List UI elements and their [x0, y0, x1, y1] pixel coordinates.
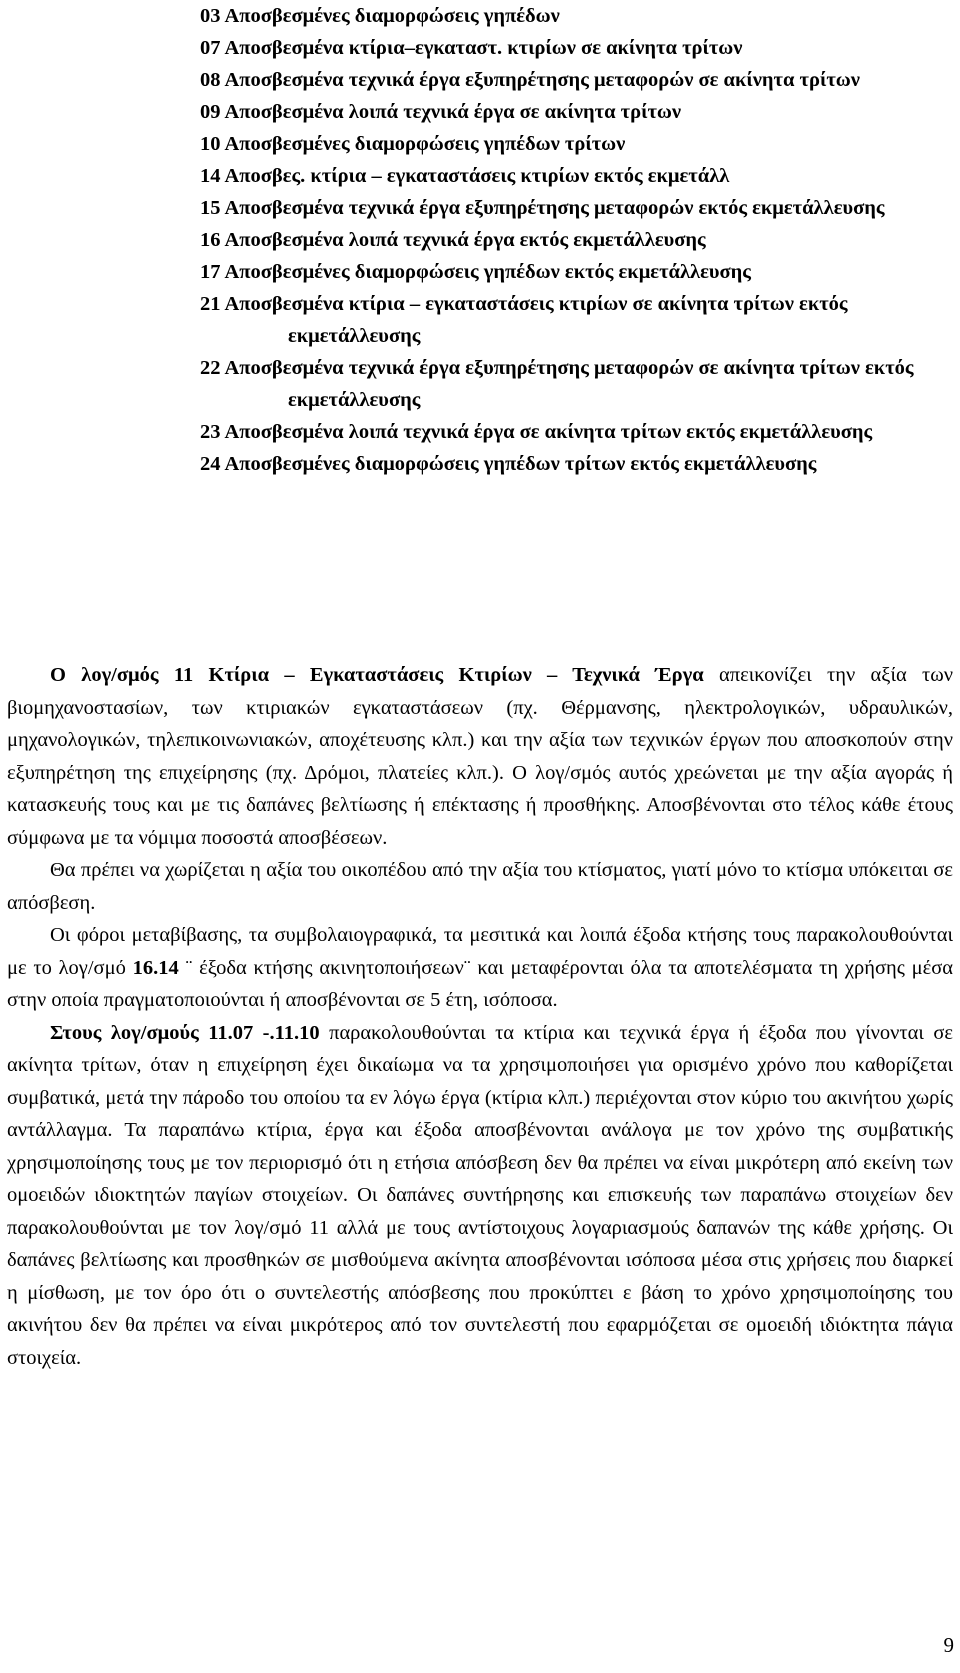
list-item: 24 Αποσβεσμένες διαμορφώσεις γηπέδων τρίτων εκτός εκμετάλλευσης: [200, 453, 817, 475]
paragraph-third-party-property: [7, 1017, 953, 1375]
paragraph-text: ¨ έξοδα κτήσης ακινητοποιήσεων¨ και μεταφέρονται όλα τα αποτελέσματα τη χρήσης μέσα στην οποία πραγματοποιούνται ή αποσβένονται σε 5 έτη, ισόποσα.: [7, 956, 953, 1011]
account-code: 16.14: [132, 956, 179, 979]
list-item: 10 Αποσβεσμένες διαμορφώσεις γηπέδων τρίτων: [200, 133, 626, 155]
paragraph-heading: Ο λογ/σμός 11 Κτίρια – Εγκαταστάσεις Κτιρίων – Τεχνικά Έργα: [50, 664, 704, 686]
list-item: 22 Αποσβεσμένα τεχνικά έργα εξυπηρέτησης μεταφορών σε ακίνητα τρίτων εκτός εκμετάλλευσης: [200, 357, 914, 411]
list-item: 03 Αποσβεσμένες διαμορφώσεις γηπέδων: [200, 5, 560, 27]
account-list: [200, 0, 940, 480]
list-item: 16 Αποσβεσμένα λοιπά τεχνικά έργα εκτός εκμετάλλευσης: [200, 229, 706, 251]
paragraph-text: απεικονίζει την αξία των βιομηχανοστασίων, των κτιριακών εγκαταστάσεων (πχ. Θέρμανσης, ηλεκτρολογικών, υδραυλικών, μηχανολογικών, τηλεπικοινωνιακών, αποχέτευσης κλπ.) και την αξία των τεχνικών έργων που αποσκοπούν στην εξυπηρέτηση της επιχείρησης (πχ. Δρόμοι, πλατείες κλπ.). Ο λογ/σμός αυτός χρεώνεται με την αξία αγοράς ή κατασκευής τους και με τις δαπάνες βελτίωσης ή επέκτασης ή προσθήκης. Αποσβένονται στο τέλος κάθε έτους σύμφωνα με τα νόμιμα ποσοστά αποσβέσεων.: [7, 664, 953, 849]
list-item: 08 Αποσβεσμένα τεχνικά έργα εξυπηρέτησης μεταφορών σε ακίνητα τρίτων: [200, 69, 860, 91]
paragraph-transfer-taxes: [7, 919, 953, 1017]
paragraph-heading: Στους λογ/σμούς 11.07 -.11.10: [50, 1021, 320, 1044]
list-item: 23 Αποσβεσμένα λοιπά τεχνικά έργα σε ακίνητα τρίτων εκτός εκμετάλλευσης: [200, 421, 873, 443]
list-item: 15 Αποσβεσμένα τεχνικά έργα εξυπηρέτησης μεταφορών εκτός εκμετάλλευσης: [200, 197, 885, 219]
list-item: 14 Αποσβες. κτίρια – εγκαταστάσεις κτιρίων εκτός εκμετάλλ: [200, 165, 730, 187]
paragraph-land-value: Θα πρέπει να χωρίζεται η αξία του οικοπέδου από την αξία του κτίσματος, γιατί μόνο το κτίσμα υπόκειται σε απόσβεση.: [7, 859, 953, 914]
page-number: 9: [943, 1633, 954, 1657]
list-item: 17 Αποσβεσμένες διαμορφώσεις γηπέδων εκτός εκμετάλλευσης: [200, 261, 751, 283]
list-item: 21 Αποσβεσμένα κτίρια – εγκαταστάσεις κτιρίων σε ακίνητα τρίτων εκτός εκμετάλλευσης: [200, 293, 848, 347]
paragraph-text: Οι φόροι μεταβίβασης, τα συμβολαιογραφικά, τα μεσιτικά και λοιπά έξοδα κτήσης τους παρακολουθούνται με το λογ/σμό: [7, 924, 953, 979]
list-item: 07 Αποσβεσμένα κτίρια–εγκαταστ. κτιρίων σε ακίνητα τρίτων: [200, 37, 743, 59]
body-text: [7, 659, 953, 1374]
paragraph-text: παρακολουθούνται τα κτίρια και τεχνικά έργα ή έξοδα που γίνονται σε ακίνητα τρίτων, όταν η επιχείρηση έχει δικαίωμα να τα χρησιμοποιήσει για ορισμένο χρόνο που καθορίζεται συμβατικά, μετά την πάροδο του οποίου τα εν λόγω έργα (κτίρια κλπ.) περιέχονται στον κύριο του ακινήτου χωρίς αντάλλαγμα. Τα παραπάνω κτίρια, έργα και έξοδα αποσβένονται ανάλογα με τον χρόνο της συμβατικής χρησιμοποίησης τους με τον περιορισμό ότι η ετήσια απόσβεση δεν θα πρέπει να είναι μικρότερη από εκείνη των ομοειδών ιδιοκτητών παγίων στοιχείων. Οι δαπάνες συντήρησης και επισκευής των παραπάνω στοιχείων δεν παρακολουθούνται με τον λογ/σμό 11 αλλά με τους αντίστοιχους λογαριασμούς δαπανών της κάθε χρήσης. Οι δαπάνες βελτίωσης και προσθηκών σε μισθούμενα ακίνητα αποσβένονται ισόποσα μέσα στις χρήσεις που διαρκεί η μίσθωση, με τον όρο ότι ο συντελεστής απόσβεσης που προκύπτει ε βάση το χρόνο χρησιμοποίησης του ακινήτου δεν θα πρέπει να είναι μικρότερος από τον συντελεστή που εφαρμόζεται σε ομοειδή ιδιόκτητα πάγια στοιχεία.: [7, 1021, 953, 1369]
paragraph-account-11: [7, 659, 953, 854]
list-item: 09 Αποσβεσμένα λοιπά τεχνικά έργα σε ακίνητα τρίτων: [200, 101, 682, 123]
